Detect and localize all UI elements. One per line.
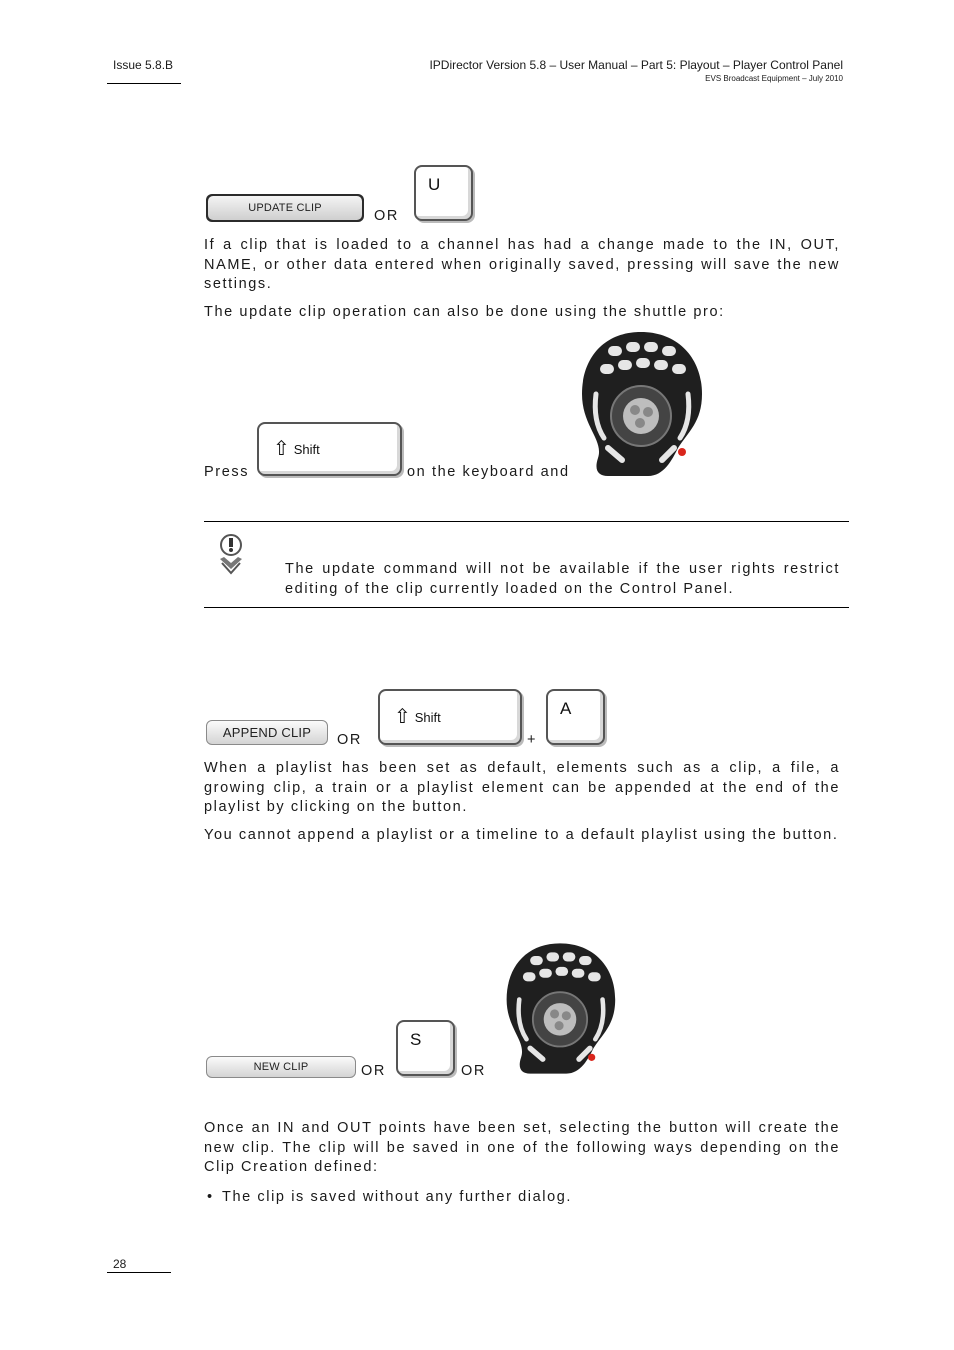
shuttle-pro-paragraph: The update clip operation can also be done using the shuttle pro: [204,304,725,320]
or-label: OR [461,1063,486,1079]
shuttle-pro-device-icon [503,940,617,1077]
note-bottom-rule [204,607,849,608]
update-clip-button-label: UPDATE CLIP [208,196,362,220]
update-clip-paragraph: If a clip that is loaded to a channel has had a change made to the IN, OUT, NAME, or other data entered when originally saved, pressing will save the new settings. [204,237,840,292]
issue-label: Issue 5.8.B [113,58,174,72]
document-subtitle: EVS Broadcast Equipment – July 2010 [705,74,843,83]
document-title: IPDirector Version 5.8 – User Manual – Part 5: Playout – Player Control Panel [429,58,843,72]
press-label: Press [204,464,250,480]
a-key-icon: A [546,689,605,745]
s-key-icon: S [396,1020,455,1076]
note-text: The update command will not be available if the user rights restrict editing of the clip currently loaded on the Control Panel. [285,561,840,597]
shift-key-icon [378,689,522,745]
shift-arrow-icon: ⇧ [273,438,290,460]
append-clip-paragraph: When a playlist has been set as default, elements such as a clip, a file, a growing clip, a train or a playlist element can be appended at the end of the playlist by clicking on the button. [204,760,840,815]
note-icon [216,533,248,575]
bullet-dot: • [207,1189,214,1205]
shift-key-label: Shift [293,441,320,457]
append-restriction-paragraph: You cannot append a playlist or a timeline to a default playlist using the button. [204,827,839,843]
plus-label: + [527,732,538,748]
page-number: 28 [113,1257,127,1271]
new-clip-paragraph: Once an IN and OUT points have been set, selecting the button will create the new clip. The clip will be saved in one of the following ways depending on the Clip Creation defined: [204,1120,840,1175]
note-top-rule [204,521,849,522]
u-key-icon: U [414,165,473,221]
update-clip-button[interactable] [206,194,364,222]
bullet-item: The clip is saved without any further dialog. [222,1189,573,1205]
append-clip-button[interactable]: APPEND CLIP [206,720,328,745]
header-rule [107,83,181,84]
new-clip-button[interactable]: NEW CLIP [206,1056,356,1078]
shuttle-pro-device-icon [578,330,704,478]
shift-arrow-icon: ⇧ [394,706,411,728]
keyboard-and-label: on the keyboard and [407,464,570,480]
shift-key-label: Shift [414,709,441,725]
shift-key-icon [257,422,402,476]
footer-rule [107,1272,171,1273]
or-label: OR [374,208,399,224]
or-label: OR [361,1063,386,1079]
or-label: OR [337,732,362,748]
